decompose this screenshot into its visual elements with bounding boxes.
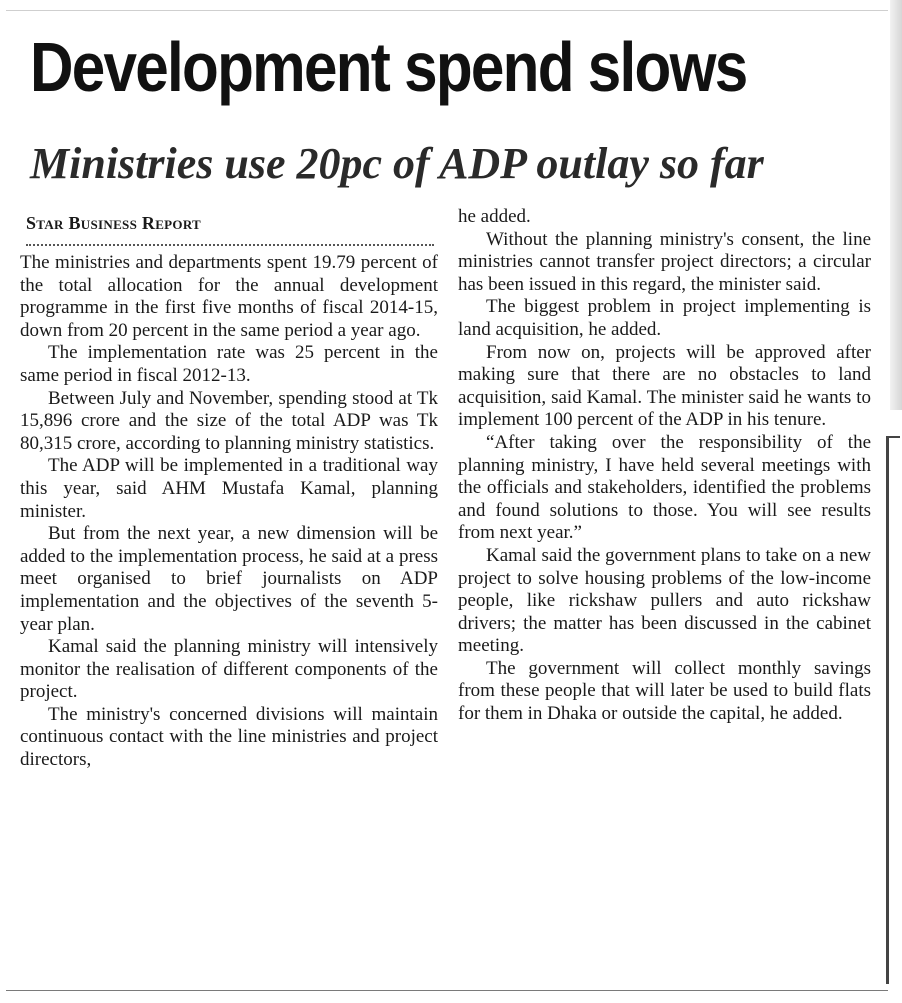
paragraph: The ministry's concerned divisions will maintain continuous contact with the line ministries and project directors, — [20, 703, 438, 771]
paragraph: Kamal said the government plans to take on a new project to solve housing problems of the low-income people, like rickshaw pullers and auto rickshaw drivers; the matter has been discussed in the cabinet meeting. — [458, 544, 871, 657]
paragraph: The ministries and departments spent 19.79 percent of the total allocation for the annual development programme in the first five months of fiscal 2014-15, down from 20 percent in the same period a year ago. — [20, 252, 438, 341]
adjacent-article-border-tick — [888, 436, 900, 438]
paragraph: But from the next year, a new dimension will be added to the implementation process, he said at a press meet organised to brief journalists on ADP implementation and the objectives of the seventh 5-year plan. — [20, 523, 438, 635]
paragraph-quote: “After taking over the responsibility of the planning ministry, I have held several meetings with the officials and stakeholders, identified the problems and found solutions to those. You will see results from next year.” — [458, 431, 871, 544]
subheadline: Ministries use 20pc of ADP outlay so far — [30, 139, 764, 188]
paragraph: The ADP will be implemented in a traditional way this year, said AHM Mustafa Kamal, planning minister. — [20, 455, 438, 522]
adjacent-article-border — [886, 436, 889, 984]
paragraph: The implementation rate was 25 percent in the same period in fiscal 2012-13. — [20, 342, 438, 386]
article-column-left — [20, 206, 438, 772]
paragraph: Between July and November, spending stood at Tk 15,896 crore and the size of the total ADP was Tk 80,315 crore, according to planning ministry statistics. — [20, 387, 438, 454]
article-column-right — [458, 206, 871, 726]
paragraph: The government will collect monthly savings from these people that will later be used to build flats for them in Dhaka or outside the capital, he added. — [458, 657, 871, 725]
paragraph-continuation: he added. — [458, 206, 531, 227]
headline: Development spend slows — [30, 28, 747, 106]
news-clipping — [6, 10, 888, 990]
page-edge-shadow — [890, 0, 902, 410]
clipping-bottom-border — [6, 990, 888, 991]
paragraph: The biggest problem in project implementing is land acquisition, he added. — [458, 296, 871, 340]
paragraph: From now on, projects will be approved after making sure that there are no obstacles to land acquisition, said Kamal. The minister said he wants to implement 100 percent of the ADP in his tenure. — [458, 341, 871, 431]
paragraph: Kamal said the planning ministry will intensively monitor the realisation of different components of the project. — [20, 636, 438, 703]
paragraph: Without the planning ministry's consent, the line ministries cannot transfer project directors; a circular has been issued in this regard, the minister said. — [458, 228, 871, 295]
byline: Star Business Report — [26, 213, 202, 233]
byline-dotted-divider — [26, 244, 434, 246]
